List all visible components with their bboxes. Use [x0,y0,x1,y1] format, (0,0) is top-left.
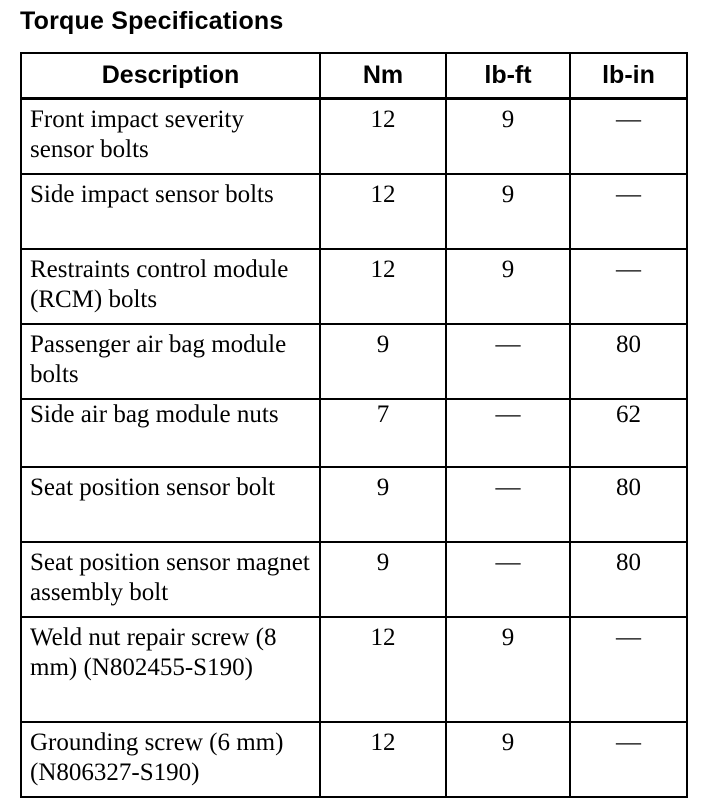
lbin-cell: 62 [570,399,687,467]
lbin-cell: — [570,174,687,249]
nm-cell: 9 [320,542,446,617]
description-cell: Restraints control module (RCM) bolts [21,249,320,324]
lbin-cell: — [570,722,687,797]
torque-specifications-table [20,52,688,798]
table-row [21,542,687,617]
description-cell: Seat position sensor bolt [21,467,320,542]
header-description: Description [21,53,320,99]
nm-cell: 9 [320,467,446,542]
lbin-cell: — [570,249,687,324]
description-cell: Front impact severity sensor bolts [21,99,320,174]
nm-cell: 12 [320,722,446,797]
lbin-cell: 80 [570,467,687,542]
lbin-cell: 80 [570,324,687,399]
description-cell: Passenger air bag module bolts [21,324,320,399]
description-cell: Grounding screw (6 mm) (N806327-S190) [21,722,320,797]
description-cell: Seat position sensor magnet assembly bolt [21,542,320,617]
description-cell: Side air bag module nuts [21,399,320,467]
table-row [21,249,687,324]
nm-cell: 12 [320,99,446,174]
nm-cell: 7 [320,399,446,467]
nm-cell: 12 [320,174,446,249]
table-header-row [21,53,687,99]
lbft-cell: — [446,399,570,467]
lbin-cell: — [570,99,687,174]
description-cell: Weld nut repair screw (8 mm) (N802455-S190) [21,617,320,722]
lbin-cell: 80 [570,542,687,617]
table-row [21,399,687,467]
table-row [21,722,687,797]
header-lbft: lb-ft [446,53,570,99]
lbft-cell: 9 [446,617,570,722]
lbft-cell: 9 [446,249,570,324]
lbft-cell: — [446,324,570,399]
table-row [21,99,687,174]
lbft-cell: 9 [446,99,570,174]
lbft-cell: — [446,542,570,617]
header-nm: Nm [320,53,446,99]
table-row [21,324,687,399]
description-cell: Side impact sensor bolts [21,174,320,249]
table-row [21,467,687,542]
header-lbin: lb-in [570,53,687,99]
lbft-cell: 9 [446,174,570,249]
lbin-cell: — [570,617,687,722]
nm-cell: 12 [320,249,446,324]
nm-cell: 9 [320,324,446,399]
nm-cell: 12 [320,617,446,722]
page-title: Torque Specifications [20,7,284,35]
table-row [21,174,687,249]
table-row [21,617,687,722]
lbft-cell: — [446,467,570,542]
lbft-cell: 9 [446,722,570,797]
